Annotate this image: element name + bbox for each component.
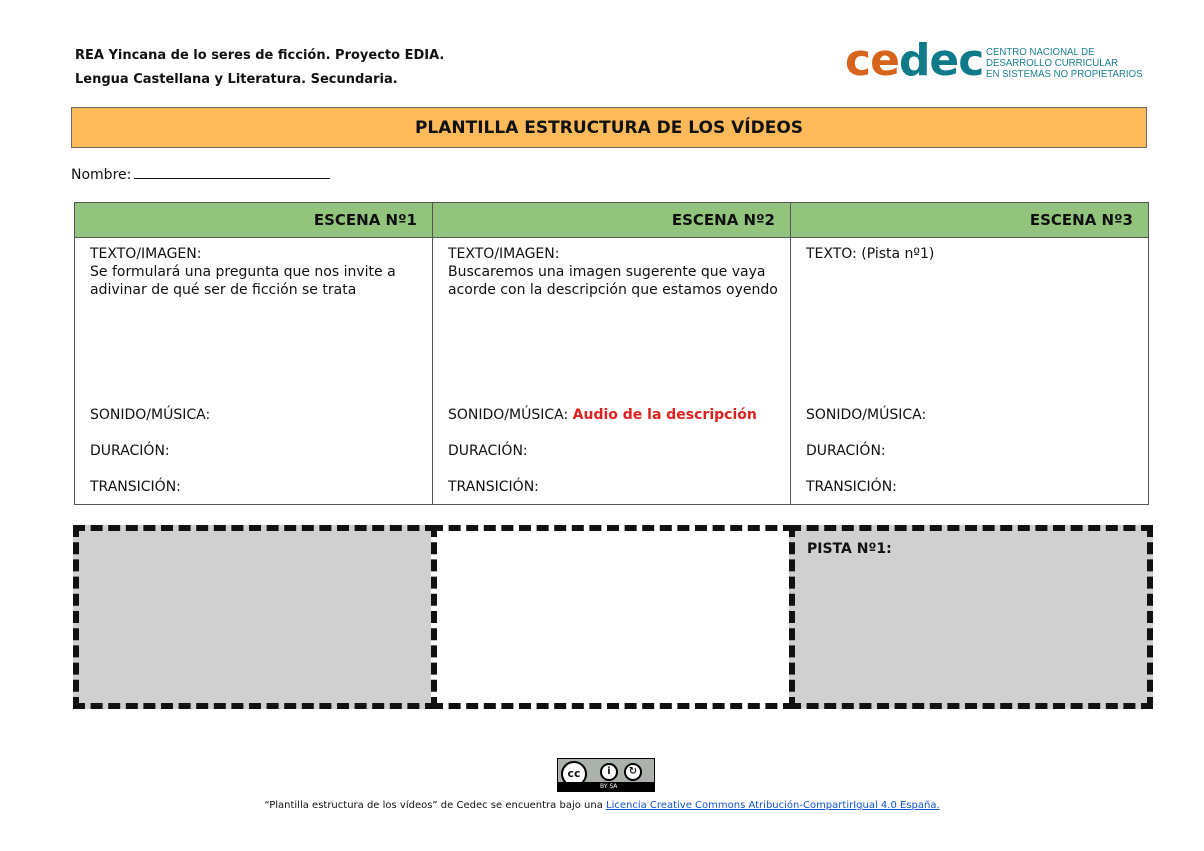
cc-by-sa-badge[interactable] bbox=[557, 758, 655, 792]
sonido-label: SONIDO/MÚSICA: bbox=[90, 407, 211, 423]
texto-label: TEXTO: (Pista nº1) bbox=[806, 246, 935, 262]
sonido-label: SONIDO/MÚSICA: bbox=[806, 407, 927, 423]
logo-word bbox=[845, 36, 983, 86]
scene-heading-3: ESCENA Nº3 bbox=[791, 203, 1149, 238]
sonido-label: SONIDO/MÚSICA: bbox=[448, 407, 569, 423]
license-prefix: “Plantilla estructura de los vídeos” de Cedec se encuentra bajo una bbox=[264, 800, 607, 811]
duracion-label: DURACIÓN: bbox=[90, 443, 170, 459]
texto-label: TEXTO/IMAGEN: bbox=[448, 246, 560, 262]
cc-badge-text: BY SA bbox=[600, 783, 618, 790]
cc-icon: cc bbox=[561, 761, 587, 787]
logo-word-part1: ce bbox=[845, 35, 899, 86]
by-icon: i bbox=[600, 763, 618, 781]
logo-tagline-1: CENTRO NACIONAL DE bbox=[986, 46, 1095, 58]
duracion-label: DURACIÓN: bbox=[806, 443, 886, 459]
license-link[interactable]: Licencia Creative Commons Atribución-CompartirIgual 4.0 España. bbox=[606, 800, 940, 811]
pista-box[interactable] bbox=[789, 525, 1153, 709]
texto-value: Buscaremos una imagen sugerente que vaya acorde con la descripción que estamos oyendo bbox=[448, 264, 778, 298]
transicion-label: TRANSICIÓN: bbox=[806, 479, 897, 495]
sonido-value: Audio de la descripción bbox=[572, 407, 757, 423]
scene-cell-1 bbox=[75, 238, 433, 505]
scene-heading-2: ESCENA Nº2 bbox=[433, 203, 791, 238]
sonido-row bbox=[448, 406, 757, 424]
texto-label: TEXTO/IMAGEN: bbox=[90, 246, 202, 262]
scene-cell-2 bbox=[433, 238, 791, 505]
logo-tagline-3: EN SISTEMAS NO PROPIETARIOS bbox=[986, 68, 1143, 80]
header-line-2: Lengua Castellana y Literatura. Secundaria. bbox=[75, 72, 398, 87]
license-notice bbox=[0, 800, 1204, 811]
page-title: PLANTILLA ESTRUCTURA DE LOS VÍDEOS bbox=[71, 107, 1147, 148]
header-line-1: REA Yincana de lo seres de ficción. Proyecto EDIA. bbox=[75, 48, 445, 63]
scene-heading-1: ESCENA Nº1 bbox=[75, 203, 433, 238]
nombre-field bbox=[71, 166, 330, 183]
duracion-label: DURACIÓN: bbox=[448, 443, 528, 459]
sonido-row bbox=[90, 406, 210, 424]
scenes-table bbox=[74, 202, 1149, 505]
sa-icon: ↻ bbox=[624, 763, 642, 781]
transicion-label: TRANSICIÓN: bbox=[448, 479, 539, 495]
transicion-label: TRANSICIÓN: bbox=[90, 479, 181, 495]
nombre-blank-line[interactable] bbox=[134, 166, 330, 179]
cedec-logo bbox=[845, 35, 1150, 86]
logo-tagline bbox=[986, 47, 1156, 80]
sonido-row bbox=[806, 406, 926, 424]
cc-badge-bar bbox=[558, 782, 654, 791]
pista-label: PISTA Nº1: bbox=[807, 541, 892, 557]
logo-word-part2: dec bbox=[898, 35, 984, 86]
image-box-2[interactable] bbox=[431, 525, 795, 709]
texto-value: Se formulará una pregunta que nos invite a adivinar de qué ser de ficción se trata bbox=[90, 264, 396, 298]
logo-tagline-2: DESARROLLO CURRICULAR bbox=[986, 57, 1119, 69]
nombre-label: Nombre: bbox=[71, 167, 132, 183]
image-box-1[interactable] bbox=[73, 525, 437, 709]
scene-cell-3 bbox=[791, 238, 1149, 505]
